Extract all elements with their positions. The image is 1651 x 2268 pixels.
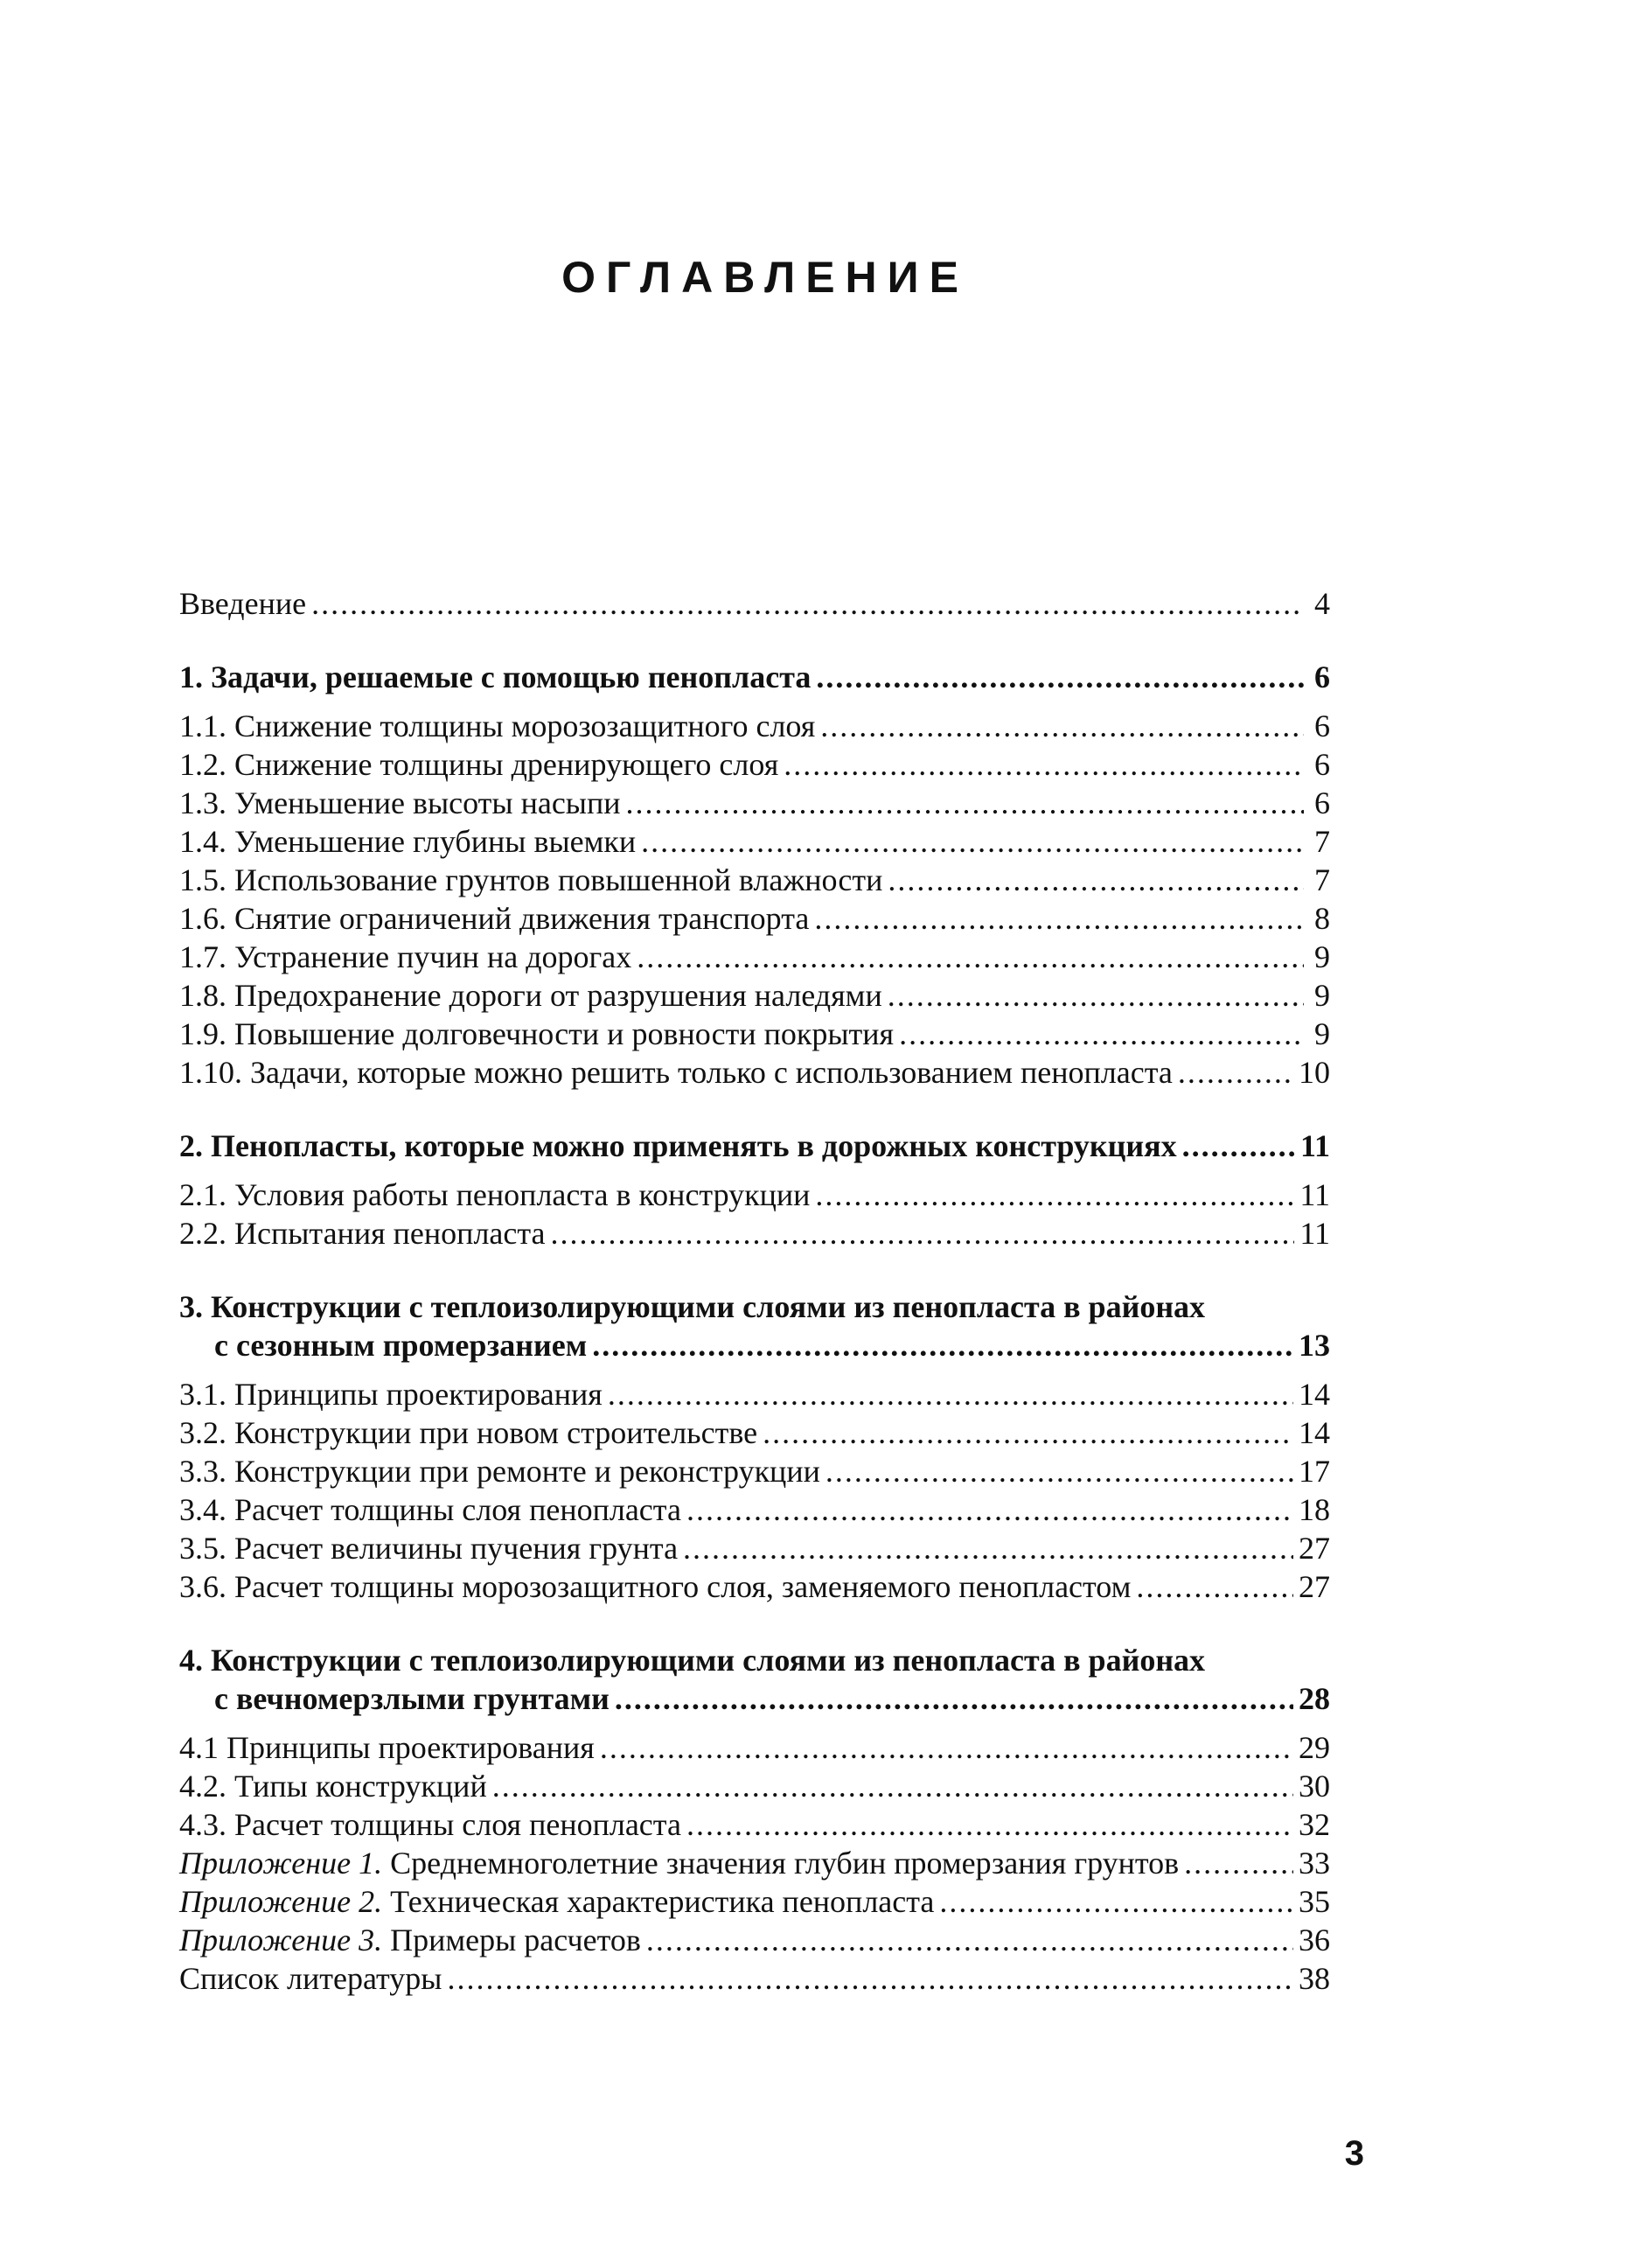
page-title: ОГЛАВЛЕНИЕ	[561, 253, 969, 302]
toc-page-number: 9	[1314, 978, 1330, 1013]
leader-dots	[626, 784, 1304, 822]
leader-dots	[551, 1214, 1295, 1253]
toc-entry[interactable]	[179, 861, 1330, 899]
leader-dots	[637, 938, 1304, 976]
toc-page-number: 11	[1299, 1177, 1330, 1212]
table-of-contents	[179, 584, 1330, 1998]
leader-dots	[888, 861, 1304, 899]
toc-entry[interactable]	[179, 1015, 1330, 1053]
leader-dots	[826, 1452, 1293, 1490]
leader-dots	[1136, 1567, 1293, 1606]
toc-entry[interactable]	[179, 1567, 1330, 1606]
toc-chapter-2[interactable]	[179, 1127, 1330, 1165]
leader-dots	[1184, 1844, 1293, 1882]
toc-entry-label: 3.6. Расчет толщины морозозащитного слоя, заменяемого пенопластом	[179, 1569, 1132, 1604]
leader-dots	[311, 584, 1304, 623]
toc-page-number: 36	[1299, 1923, 1330, 1957]
toc-entry-label: 1.1. Снижение толщины морозозащитного слоя	[179, 708, 816, 743]
leader-dots	[641, 822, 1304, 861]
toc-chapter-1[interactable]	[179, 658, 1330, 696]
toc-entry[interactable]	[179, 899, 1330, 938]
appendix-prefix: Приложение 3.	[179, 1923, 383, 1957]
toc-entry-label: 3.2. Конструкции при новом строительстве	[179, 1415, 758, 1450]
toc-entry-label: 1.2. Снижение толщины дренирующего слоя	[179, 747, 779, 782]
toc-entry-label: Введение	[179, 586, 307, 621]
toc-page-number: 32	[1299, 1807, 1330, 1842]
toc-page-number: 30	[1299, 1769, 1330, 1804]
toc-entry-label: Список литературы	[179, 1961, 442, 1996]
toc-entry-label: 1.8. Предохранение дороги от разрушения наледями	[179, 978, 882, 1013]
toc-page-number: 4	[1314, 586, 1330, 621]
leader-dots	[683, 1529, 1293, 1567]
toc-appendix-3[interactable]	[179, 1921, 1330, 1959]
page-number: 3	[1344, 2134, 1364, 2173]
appendix-title: Примеры расчетов	[390, 1923, 641, 1957]
toc-page-number: 18	[1299, 1492, 1330, 1527]
toc-page-number: 10	[1299, 1055, 1330, 1090]
toc-entry-label: 1.9. Повышение долговечности и ровности покрытия	[179, 1016, 895, 1051]
toc-page-number: 7	[1314, 862, 1330, 897]
toc-chapter-heading: 1. Задачи, решаемые с помощью пенопласта	[179, 659, 812, 694]
spacer	[179, 1092, 1330, 1127]
toc-page-number: 27	[1299, 1569, 1330, 1604]
toc-page-number: 9	[1314, 1016, 1330, 1051]
toc-entry[interactable]	[179, 1413, 1330, 1452]
toc-entry[interactable]	[179, 1176, 1330, 1214]
toc-page-number: 17	[1299, 1454, 1330, 1489]
toc-entry-intro[interactable]	[179, 584, 1330, 623]
leader-dots	[784, 745, 1304, 784]
appendix-prefix: Приложение 2.	[179, 1884, 383, 1919]
toc-appendix-1[interactable]	[179, 1844, 1330, 1882]
toc-entry-label: 3.5. Расчет величины пучения грунта	[179, 1531, 679, 1566]
spacer	[179, 1253, 1330, 1288]
toc-page-number: 6	[1314, 708, 1330, 743]
appendix-prefix: Приложение 1.	[179, 1846, 383, 1881]
toc-entry[interactable]	[179, 707, 1330, 745]
toc-page-number: 29	[1299, 1730, 1330, 1765]
toc-page-number: 38	[1299, 1961, 1330, 1996]
toc-page-number: 14	[1299, 1415, 1330, 1450]
leader-dots	[686, 1805, 1293, 1844]
leader-dots	[815, 1176, 1294, 1214]
toc-entry-label: 1.4. Уменьшение глубины выемки	[179, 824, 637, 859]
toc-entry[interactable]	[179, 784, 1330, 822]
toc-page-number: 33	[1299, 1846, 1330, 1881]
toc-entry[interactable]	[179, 1728, 1330, 1767]
leader-dots	[816, 658, 1304, 696]
leader-dots	[646, 1921, 1293, 1959]
toc-entry[interactable]	[179, 1214, 1330, 1253]
toc-page-number: 9	[1314, 939, 1330, 974]
toc-entry[interactable]	[179, 745, 1330, 784]
toc-chapter-3[interactable]	[179, 1326, 1330, 1364]
toc-entry[interactable]	[179, 1490, 1330, 1529]
toc-page-number: 8	[1314, 901, 1330, 936]
spacer	[179, 1718, 1330, 1728]
toc-page-number: 13	[1299, 1328, 1330, 1363]
toc-chapter-heading: с вечномерзлыми грунтами	[214, 1681, 610, 1716]
toc-entry-label: 3.3. Конструкции при ремонте и реконструкции	[179, 1454, 820, 1489]
toc-entry-references[interactable]	[179, 1959, 1330, 1998]
spacer	[179, 696, 1330, 707]
toc-entry[interactable]	[179, 1529, 1330, 1567]
leader-dots	[1178, 1053, 1293, 1092]
toc-page-number: 35	[1299, 1884, 1330, 1919]
leader-dots	[447, 1959, 1293, 1998]
leader-dots	[600, 1728, 1293, 1767]
toc-entry[interactable]	[179, 822, 1330, 861]
toc-entry-label: 3.1. Принципы проектирования	[179, 1377, 603, 1412]
toc-page-number: 6	[1314, 747, 1330, 782]
toc-entry[interactable]	[179, 976, 1330, 1015]
spacer	[179, 623, 1330, 658]
leader-dots	[615, 1679, 1293, 1718]
toc-entry[interactable]	[179, 1053, 1330, 1092]
toc-chapter-4-heading-line1[interactable]: 4. Конструкции с теплоизолирующими слоями из пенопласта в районах	[179, 1643, 1206, 1678]
toc-entry-label: 4.1 Принципы проектирования	[179, 1730, 595, 1765]
leader-dots	[608, 1375, 1293, 1413]
toc-page-number: 6	[1314, 785, 1330, 820]
toc-entry-label	[179, 1882, 934, 1921]
toc-entry-label: 4.3. Расчет толщины слоя пенопласта	[179, 1807, 681, 1842]
toc-entry-label: 2.1. Условия работы пенопласта в конструкции	[179, 1177, 811, 1212]
toc-entry-label: 3.4. Расчет толщины слоя пенопласта	[179, 1492, 681, 1527]
toc-entry-label: 1.10. Задачи, которые можно решить только с использованием пенопласта	[179, 1055, 1173, 1090]
leader-dots	[820, 707, 1304, 745]
toc-entry-label	[179, 1844, 1179, 1882]
spacer	[179, 1606, 1330, 1641]
toc-entry-label: 1.7. Устранение пучин на дорогах	[179, 939, 632, 974]
leader-dots	[492, 1767, 1293, 1805]
leader-dots	[763, 1413, 1293, 1452]
toc-page-number: 6	[1314, 659, 1330, 694]
leader-dots	[592, 1326, 1293, 1364]
leader-dots	[939, 1882, 1293, 1921]
toc-page-number: 11	[1299, 1128, 1330, 1163]
toc-entry-label: 4.2. Типы конструкций	[179, 1769, 487, 1804]
toc-page-number: 14	[1299, 1377, 1330, 1412]
toc-page-number: 28	[1299, 1681, 1330, 1716]
toc-page-number: 11	[1299, 1216, 1330, 1251]
toc-entry-label: 1.3. Уменьшение высоты насыпи	[179, 785, 621, 820]
toc-entry[interactable]	[179, 1805, 1330, 1844]
toc-entry[interactable]	[179, 1452, 1330, 1490]
toc-page-number: 27	[1299, 1531, 1330, 1566]
appendix-title: Среднемноголетние значения глубин промерзания грунтов	[390, 1846, 1180, 1881]
toc-entry-label: 1.5. Использование грунтов повышенной влажности	[179, 862, 883, 897]
toc-page-number: 7	[1314, 824, 1330, 859]
spacer	[179, 1165, 1330, 1176]
leader-dots	[686, 1490, 1293, 1529]
spacer	[179, 1364, 1330, 1375]
leader-dots	[888, 976, 1304, 1015]
toc-entry-label: 2.2. Испытания пенопласта	[179, 1216, 546, 1251]
toc-entry-label: 1.6. Снятие ограничений движения транспорта	[179, 901, 810, 936]
toc-entry[interactable]	[179, 1767, 1330, 1805]
leader-dots	[814, 899, 1304, 938]
toc-chapter-4[interactable]	[179, 1679, 1330, 1718]
toc-entry[interactable]	[179, 938, 1330, 976]
leader-dots	[899, 1015, 1304, 1053]
toc-appendix-2[interactable]	[179, 1882, 1330, 1921]
toc-entry-label	[179, 1921, 641, 1959]
toc-entry[interactable]	[179, 1375, 1330, 1413]
leader-dots	[1182, 1127, 1295, 1165]
appendix-title: Техническая характеристика пенопласта	[390, 1884, 935, 1919]
toc-chapter-3-heading-line1[interactable]: 3. Конструкции с теплоизолирующими слоями из пенопласта в районах	[179, 1289, 1206, 1324]
toc-chapter-heading: 2. Пенопласты, которые можно применять в дорожных конструкциях	[179, 1128, 1177, 1163]
toc-chapter-heading: с сезонным промерзанием	[214, 1328, 588, 1363]
